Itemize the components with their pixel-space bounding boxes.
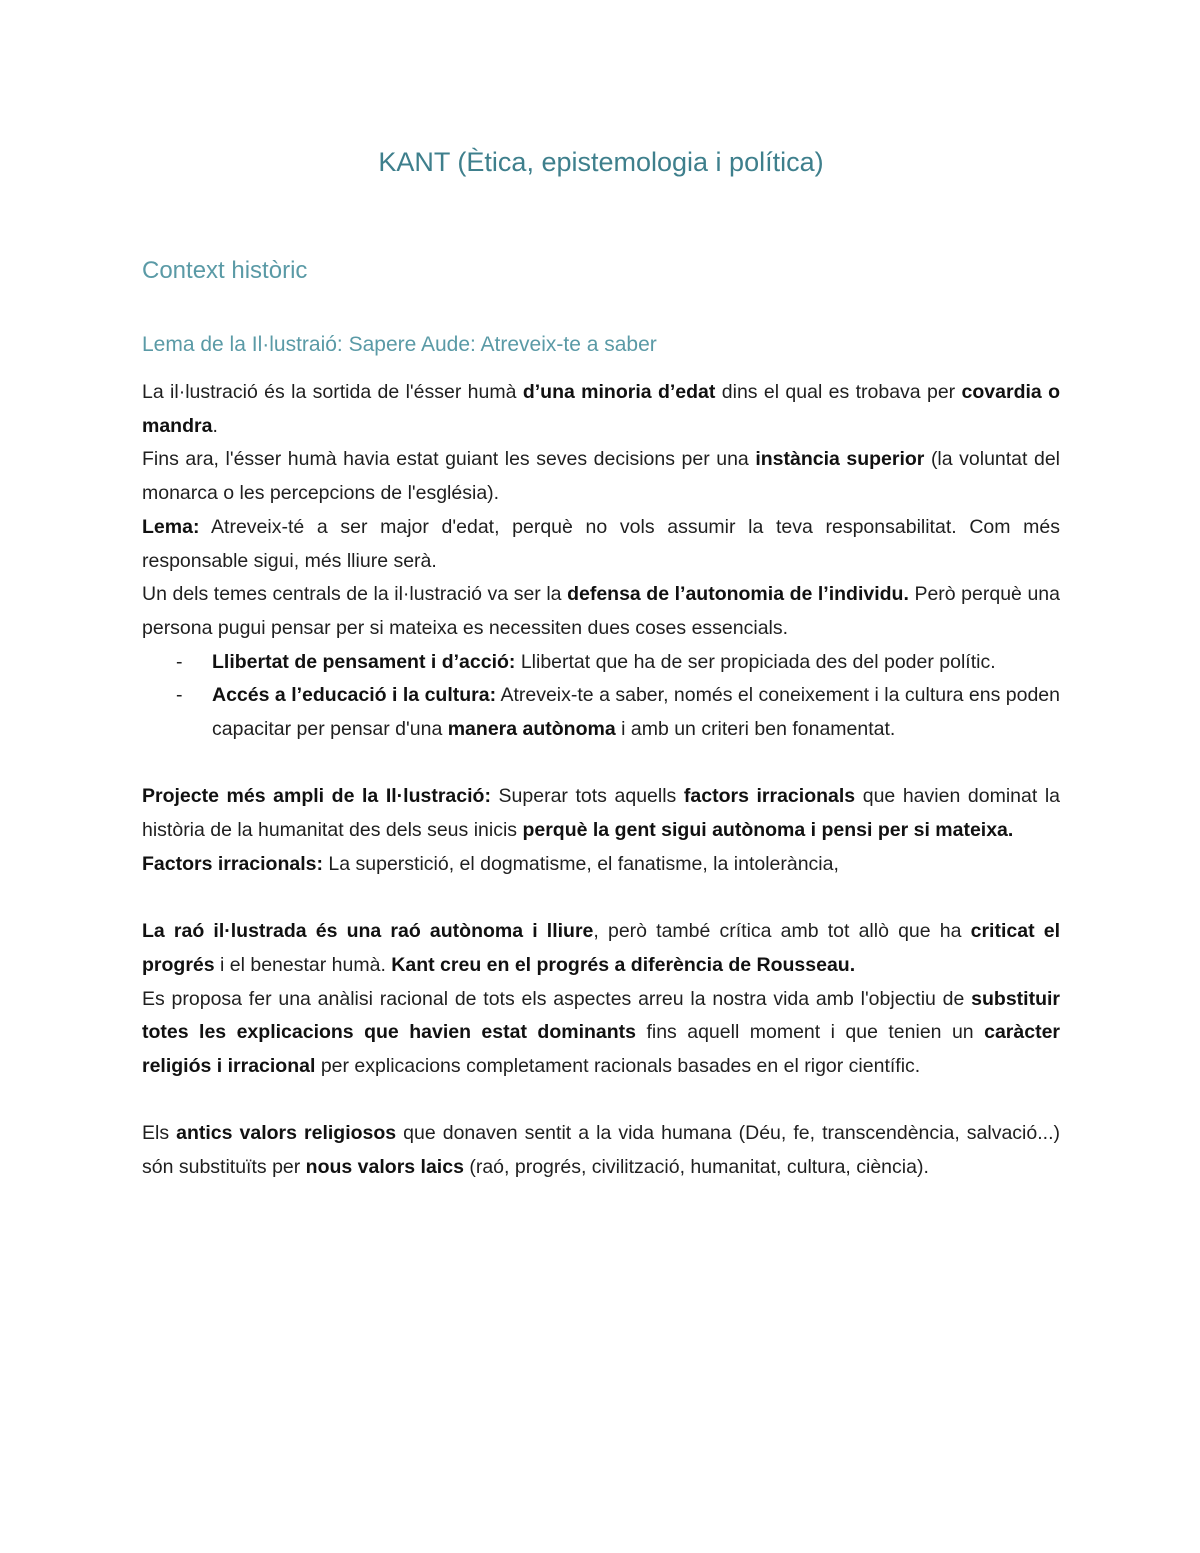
paragraph-rao-illustrada: La raó il·lustrada és una raó autònoma i lliure, però també crítica amb tot allò que ha criticat el progrés i el benestar humà. Kant creu en el progrés a diferència de Rousseau.: [142, 920, 1060, 976]
paragraph-valors: Els antics valors religiosos que donaven sentit a la vida humana (Déu, fe, transcendència, salvació...) són substituïts per nous valors laics (raó, progrés, civilització, humanitat, cultura, ciència).: [142, 1122, 1060, 1179]
bullet-list: [142, 646, 1060, 747]
paragraph-projecte: Projecte més ampli de la Il·lustració: Superar tots aquells factors irracionals que havien dominat la història de la humanitat des dels seus inicis perquè la gent sigui autònoma i pensi per si mateixa.: [142, 785, 1061, 842]
subsection-heading: Lema de la Il·lustraió: Sapere Aude: Atreveix-te a saber: [142, 333, 657, 356]
paragraph-minoria-edat: La il·lustració és la sortida de l'ésser humà d’una minoria d’edat dins el qual es trobava per covardia o mandra.: [142, 381, 1061, 437]
bullet-item-llibertat: - Llibertat de pensament i d’acció: Llibertat que ha de ser propiciada des del poder polític.: [142, 646, 1060, 680]
paragraph-autonomia: Un dels temes centrals de la il·lustració va ser la defensa de l’autonomia de l’individu. Però perquè una persona pugui pensar per si mateixa es necessiten dues coses essencials.: [142, 583, 1060, 639]
bullet-dash: -: [176, 650, 183, 673]
document-body: [142, 376, 1060, 1185]
paragraph-lema: Lema: Atreveix-té a ser major d'edat, perquè no vols assumir la teva responsabilitat. Com més responsable sigui, més lliure serà.: [142, 515, 1060, 572]
section-heading: Context històric: [142, 257, 308, 284]
paragraph-analisi-racional: Es proposa fer una anàlisi racional de tots els aspectes arreu la nostra vida amb l'objectiu de substituir totes les explicacions que havien estat dominants fins aquell moment i que tenien un caràcter religiós i irracional per explicacions completament racionals basades en el rigor científic.: [142, 987, 1061, 1078]
blank-line: [142, 882, 1060, 916]
blank-line: [142, 1084, 1060, 1118]
blank-line: [142, 747, 1060, 781]
document-title: KANT (Ètica, epistemologia i política): [378, 147, 824, 177]
bullet-dash: -: [176, 684, 183, 707]
paragraph-instancia-superior: Fins ara, l'ésser humà havia estat guiant les seves decisions per una instància superior (la voluntat del monarca o les percepcions de l'església).: [142, 448, 1061, 505]
paragraph-factors: Factors irracionals: La superstició, el dogmatisme, el fanatisme, la intolerància,: [142, 852, 839, 875]
bullet-item-educacio: - Accés a l’educació i la cultura: Atreveix-te a saber, només el coneixement i la cultura ens poden capacitar per pensar d'una manera autònoma i amb un criteri ben fonamentat.: [142, 679, 1060, 746]
